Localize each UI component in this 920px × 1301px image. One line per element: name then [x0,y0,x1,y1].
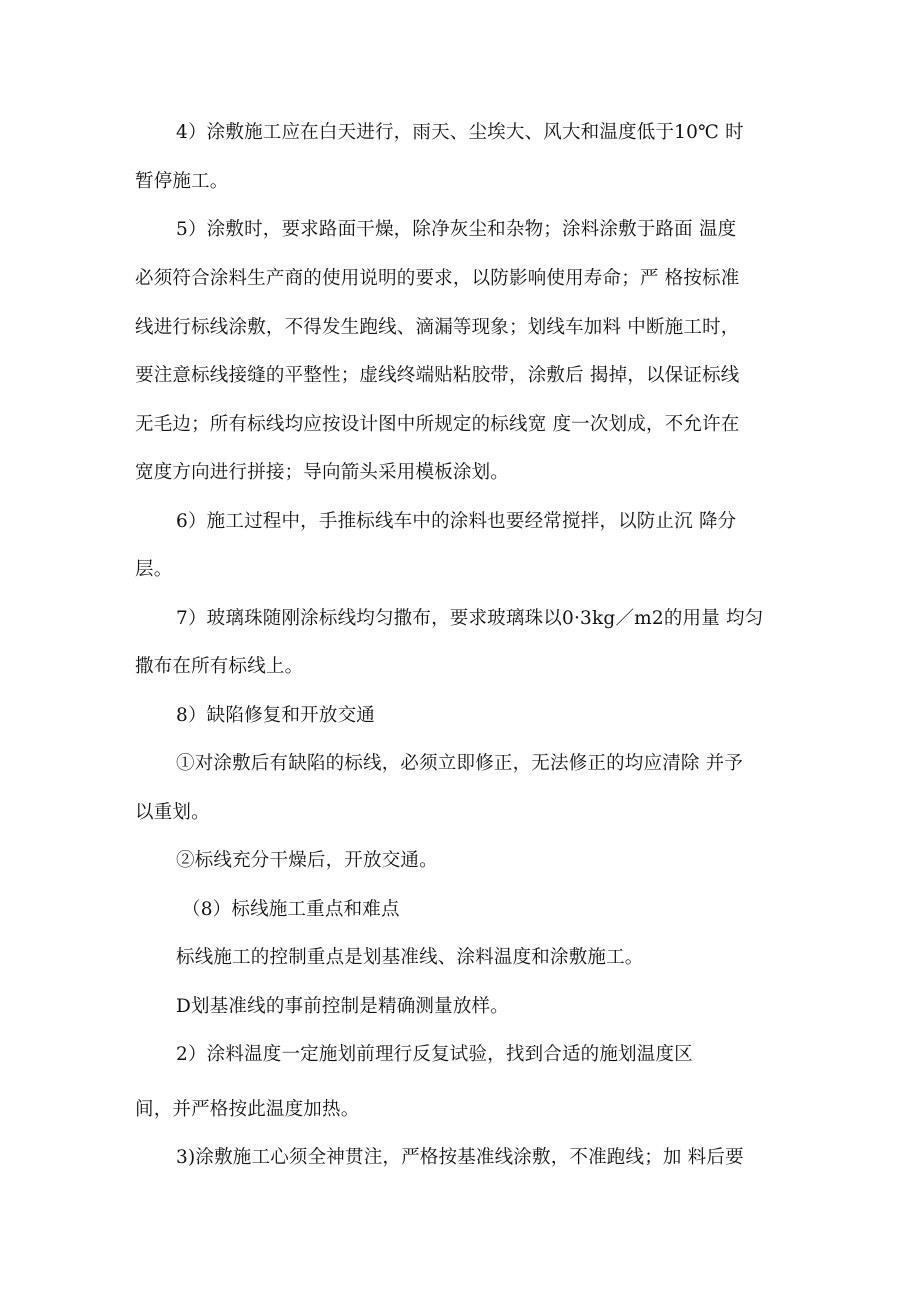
paragraph-7-line-1: 7）玻璃珠随刚涂标线均匀撒布，要求玻璃珠以0·3kg／m2的用量 均匀 [176,608,764,629]
point-2-line-1: 2）涂料温度一定施划前理行反复试验，找到合适的施划温度区 [176,1044,693,1065]
control-points-line: 标线施工的控制重点是划基准线、涂料温度和涂敷施工。 [176,947,644,968]
paragraph-4-line-1: 4）涂敷施工应在白天进行，雨天、尘埃大、风大和温度低于10℃ 时 [176,122,744,143]
section-heading-key-points: （8）标线施工重点和难点 [182,899,400,920]
item-2-line-1: ②标线充分干燥后，开放交通。 [176,850,438,871]
point-1-line: D划基准线的事前控制是精确测量放样。 [176,996,509,1017]
paragraph-5-line-3: 线进行标线涂敷，不得发生跑线、滴漏等现象；划线车加料 中断施工时， [135,317,740,338]
paragraph-7-line-2: 撒布在所有标线上。 [135,656,304,677]
paragraph-6-line-1: 6）施工过程中，手推标线车中的涂料也要经常搅拌，以防止沉 降分 [176,511,737,532]
paragraph-5-line-4: 要注意标线接缝的平整性；虚线终端贴粘胶带，涂敷后 揭掉，以保证标线 [135,365,740,386]
paragraph-6-line-2: 层。 [135,559,173,580]
paragraph-5-line-2: 必须符合涂料生产商的使用说明的要求，以防影响使用寿命；严 格按标准 [135,268,740,289]
point-3-line-1: 3)涂敷施工心须全神贯注，严格按基准线涂敷，不准跑线；加 料后要 [176,1147,744,1168]
subheading-defect-repair: 8）缺陷修复和开放交通 [176,705,375,726]
item-1-line-1: ①对涂敷后有缺陷的标线，必须立即修正，无法修正的均应清除 并予 [176,753,744,774]
paragraph-5-line-5: 无毛边；所有标线均应按设计图中所规定的标线宽 度一次划成，不允许在 [135,414,740,435]
paragraph-5-line-1: 5）涂敷时，要求路面干燥，除净灰尘和杂物；涂料涂敷于路面 温度 [176,219,737,240]
item-1-line-2: 以重划。 [135,802,210,823]
paragraph-5-line-6: 宽度方向进行拼接；导向箭头采用模板涂划。 [135,462,510,483]
paragraph-4-line-2: 暂停施工。 [135,171,229,192]
point-2-line-2: 间，并严格按此温度加热。 [135,1099,360,1120]
